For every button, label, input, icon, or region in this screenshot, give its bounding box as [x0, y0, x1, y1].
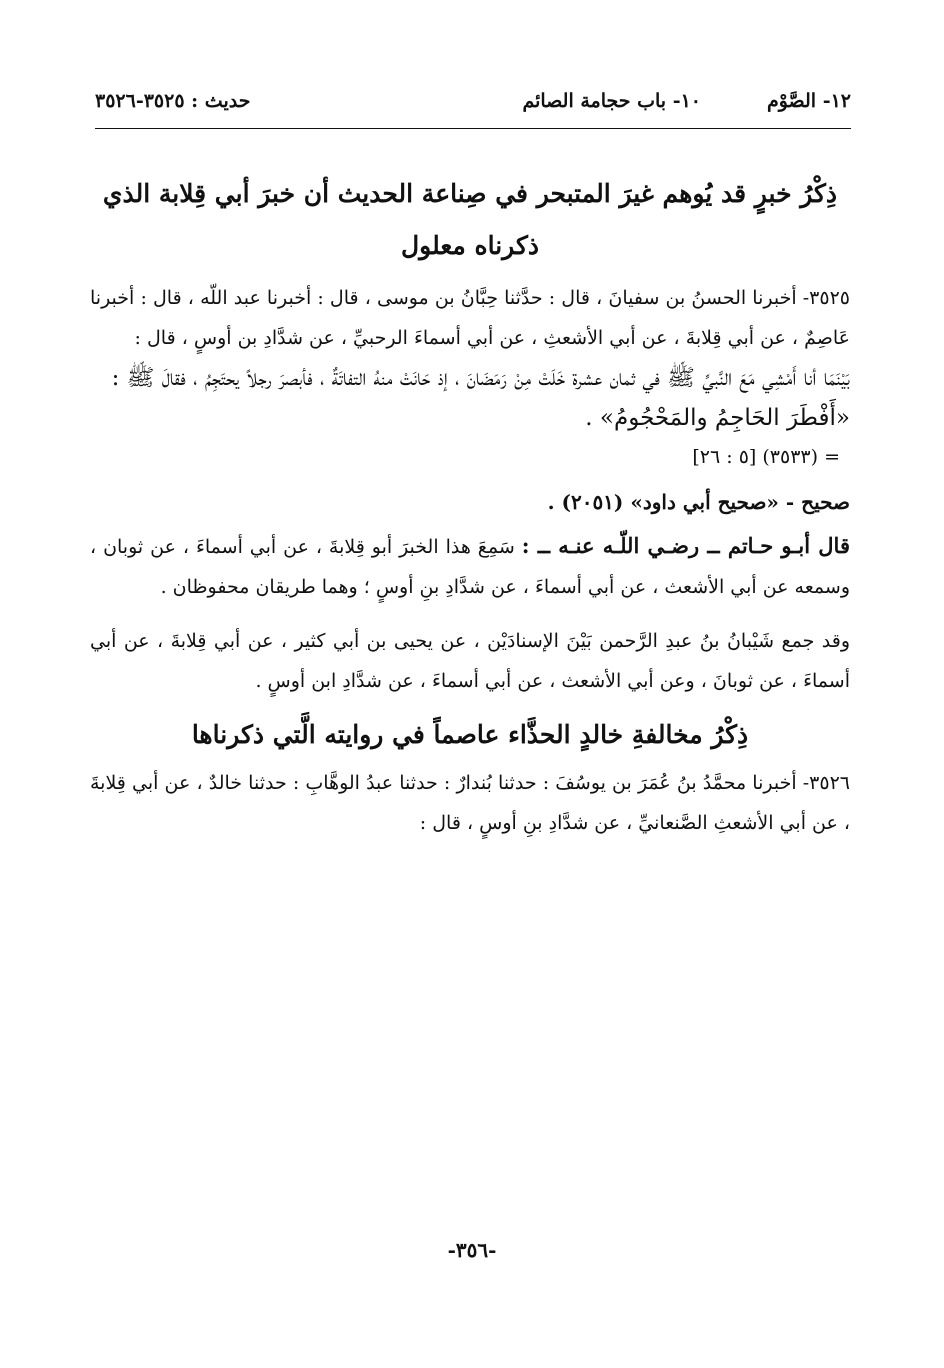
page-body — [90, 168, 850, 843]
shayban-note: وقد جمع شَيْبانُ بنُ عبدِ الرَّحمن بَيْنَ الإسنادَيْن ، عن يحيى بن أبي كثير ، عن أبي قِلابةَ ، عن أبي أسماءَ ، عن ثوبانَ ، وعن أبي الأشعث ، عن أبي أسماءَ ، عن شدَّادِ ابن أوسٍ . — [90, 630, 850, 692]
abu-hatim-comment — [90, 526, 850, 607]
section-heading: ذِكْرُ مخالفةِ خالدٍ الحذَّاء عاصماً في روايته الَّتي ذكرناها — [191, 720, 749, 749]
header-divider — [95, 128, 851, 129]
hadith-range: حديث : ٣٥٢٥-٣٥٢٦ — [95, 90, 251, 112]
cross-reference: = (٣٥٣٣) [٥ : ٢٦] — [692, 446, 840, 468]
section-title: ١٠- باب حجامة الصائم — [522, 90, 701, 112]
hadith-3526-chain: ٣٥٢٦- أخبرنا محمَّدُ بنُ عُمَرَ بن يوسُفَ : حدثنا بُندارٌ : حدثنا عبدُ الوهَّابِ : حدثنا خالدٌ ، عن أبي قِلابةَ ، عن أبي الأشعثِ الصَّنعانيِّ ، عن شدَّادِ بنِ أوسٍ ، قال : — [90, 772, 850, 834]
hadith-3525-quote: «أَفْطَرَ الحَاجِمُ والمَحْجُومُ» . — [585, 405, 850, 431]
hadith-3525-text: بَيْنَمَا أنا أَمْشِي مَعَ النَّبيِّ ﷺ في ثمان عشرة خَلَتْ مِنْ رَمَضَانَ ، إذ حَانَتْ منهُ التفاتَةٌ ، فأبصرَ رجلاً يحتَجِمُ ، فقالَ ﷺ : — [111, 365, 850, 391]
page-number: -٣٥٦- — [447, 1238, 497, 1262]
running-header — [95, 86, 851, 126]
chapter-title: ١٢- الصَّوْم — [766, 90, 851, 112]
chapter-heading: ذِكْرُ خبرٍ قد يُوهم غيرَ المتبحر في صِناعة الحديث أن خبرَ أبي قِلابة الذي ذكرناه معلول — [102, 179, 838, 260]
abu-hatim-opening: قال أبـو حـاتم ــ رضـي اللّـه عنـه ــ : — [521, 533, 850, 558]
hadith-3525-chain: ٣٥٢٥- أخبرنا الحسنُ بن سفيانَ ، قال : حدَّثنا حِبَّانُ بن موسى ، قال : أخبرنا عبد اللّه ، قال : أخبرنا عَاصِمٌ ، عن أبي قِلابةَ ، عن أبي الأشعثِ ، عن أبي أسماءَ الرحبيِّ ، عن شدَّادِ بن أوسٍ ، قال : — [90, 287, 850, 349]
hadith-grading: صحيح - «صحيح أبي داود» (٢٠٥١) . — [547, 490, 850, 514]
abu-hatim-text: سَمِعَ هذا الخبرَ أبو قِلابةَ ، عن أبي أسماءَ ، عن ثوبان ، وسمعه عن أبي الأشعث ، عن أبي أسماءَ ، عن شدَّادِ بنِ أوسٍ ؛ وهما طريقان محفوظان . — [90, 536, 850, 598]
